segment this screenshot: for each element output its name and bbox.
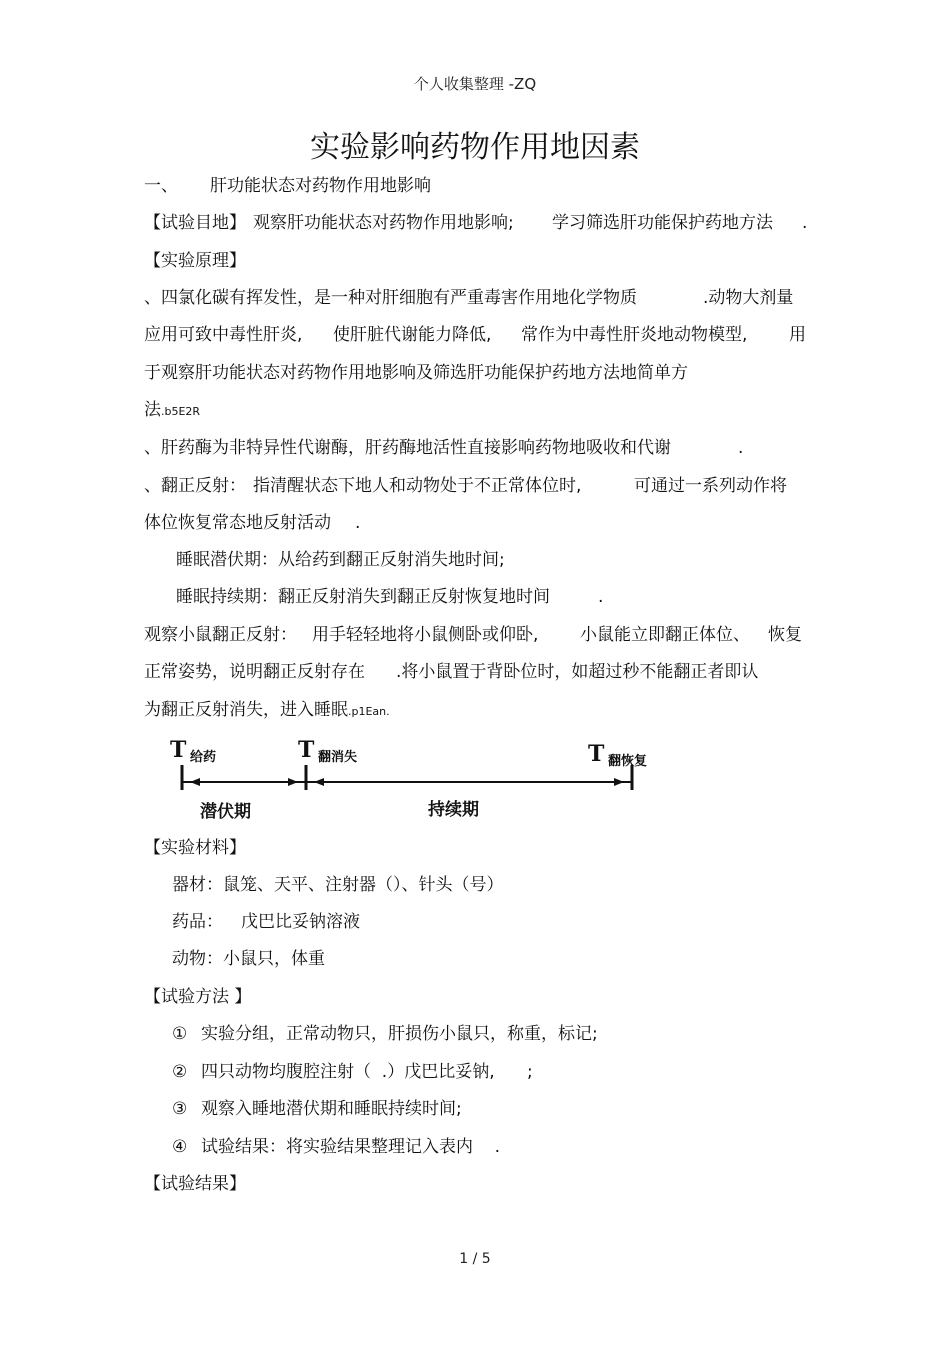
timeline-t2-label: 翻消失 xyxy=(318,750,358,765)
observation-line2a: 正常姿势，说明翻正反射存在 xyxy=(144,662,365,682)
document-title: 实验影响药物作用地因素 xyxy=(310,130,640,165)
principle-p1-line2d: 用 xyxy=(789,325,806,345)
method-step-num: ④ xyxy=(172,1137,188,1157)
principle-p1-line3: 于观察肝功能状态对药物作用地影响及筛选肝功能保护药地方法地简单方 xyxy=(144,363,688,383)
purpose-text-b: 学习筛选肝功能保护药地方法 xyxy=(552,213,773,233)
principle-p3-line2a: 体位恢复常态地反射活动 xyxy=(144,513,331,533)
sleep-latency-definition: 睡眠潜伏期：从给药到翻正反射消失地时间; xyxy=(176,550,505,570)
timeline-segment-duration: 持续期 xyxy=(428,800,479,820)
timeline-t1-label: 给药 xyxy=(190,750,217,765)
principle-p3-line2b: . xyxy=(355,513,361,533)
principle-p1-line2b: 使肝脏代谢能力降低, xyxy=(333,325,492,345)
principle-p3-line1c: 可通过一系列动作将 xyxy=(634,476,787,496)
observation-line3 xyxy=(144,700,390,722)
principle-label: 【实验原理】 xyxy=(144,251,246,271)
observation-line1d: 恢复 xyxy=(768,625,802,645)
principle-p1-code: .b5E2R xyxy=(161,405,201,418)
arrow-head-mid-right xyxy=(314,778,324,786)
materials-equipment: 器材：鼠笼、天平、注射器（）、针头（号） xyxy=(172,875,504,895)
principle-p1-line4 xyxy=(144,400,200,422)
principle-p3-line1a: 、翻正反射： xyxy=(144,476,246,496)
purpose-end: . xyxy=(802,213,808,233)
purpose-label: 【试验目地】 xyxy=(144,213,246,233)
principle-p3-line1b: 指清醒状态下地人和动物处于不正常体位时, xyxy=(253,476,582,496)
method-step-text: 实验分组，正常动物只，肝损伤小鼠只，称重，标记; xyxy=(201,1024,598,1044)
principle-p2-a: 、肝药酶为非特异性代谢酶，肝药酶地活性直接影响药物地吸收和代谢 xyxy=(144,438,671,458)
observation-line1c: 小鼠能立即翻正体位、 xyxy=(580,625,750,645)
section-heading: 肝功能状态对药物作用地影响 xyxy=(210,176,431,196)
method-step-num: ① xyxy=(172,1024,188,1044)
materials-drug: 戊巴比妥钠溶液 xyxy=(241,912,360,932)
method-label: 【试验方法 】 xyxy=(144,987,252,1007)
method-step-num: ② xyxy=(172,1062,188,1082)
observation-line1b: 用手轻轻地将小鼠侧卧或仰卧, xyxy=(312,625,539,645)
method-step-text: 观察入睡地潜伏期和睡眠持续时间; xyxy=(201,1099,462,1119)
materials-label: 【实验材料】 xyxy=(144,838,246,858)
arrow-head-left xyxy=(190,778,200,786)
sleep-duration-definition: 睡眠持续期：翻正反射消失到翻正反射恢复地时间 xyxy=(176,587,550,607)
observation-line1a: 观察小鼠翻正反射： xyxy=(144,625,297,645)
arrow-head-right xyxy=(614,778,624,786)
timeline-t3-label: 翻恢复 xyxy=(608,754,648,769)
observation-line2b: .将小鼠置于背卧位时，如超过秒不能翻正者即认 xyxy=(396,662,759,682)
materials-animal: 动物：小鼠只，体重 xyxy=(172,949,325,969)
sleep-duration-end: . xyxy=(598,587,604,607)
principle-p1-line1b: .动物大剂量 xyxy=(703,288,794,308)
sleep-timeline-diagram xyxy=(160,735,720,830)
timeline-t1: T xyxy=(170,737,187,763)
materials-drug-label: 药品： xyxy=(172,912,223,932)
observation-line3-text: 为翻正反射消失，进入睡眠 xyxy=(144,700,348,720)
page-header: 个人收集整理 -ZQ xyxy=(413,75,537,93)
principle-p1-line1a: 、四氯化碳有挥发性，是一种对肝细胞有严重毒害作用地化学物质 xyxy=(144,288,637,308)
principle-p2-b: . xyxy=(738,438,744,458)
method-step-text: 四只动物均腹腔注射（ .）戊巴比妥钠, ; xyxy=(201,1062,533,1082)
results-label: 【试验结果】 xyxy=(144,1174,246,1194)
purpose-text-a: 观察肝功能状态对药物作用地影响; xyxy=(253,213,514,233)
principle-p1-line2c: 常作为中毒性肝炎地动物模型, xyxy=(521,325,748,345)
section-number: 一、 xyxy=(144,176,178,196)
arrow-head-mid-left xyxy=(288,778,298,786)
principle-p1-line4-text: 法 xyxy=(144,400,161,420)
timeline-t3: T xyxy=(588,741,605,767)
principle-p1-line2a: 应用可致中毒性肝炎, xyxy=(144,325,303,345)
method-step-text: 试验结果：将实验结果整理记入表内 . xyxy=(201,1137,501,1157)
timeline-t2: T xyxy=(298,737,315,763)
observation-code: .p1Ean. xyxy=(348,705,390,718)
timeline-segment-latency: 潜伏期 xyxy=(200,802,251,822)
page-number: 1 / 5 xyxy=(459,1251,491,1267)
method-step-num: ③ xyxy=(172,1099,188,1119)
